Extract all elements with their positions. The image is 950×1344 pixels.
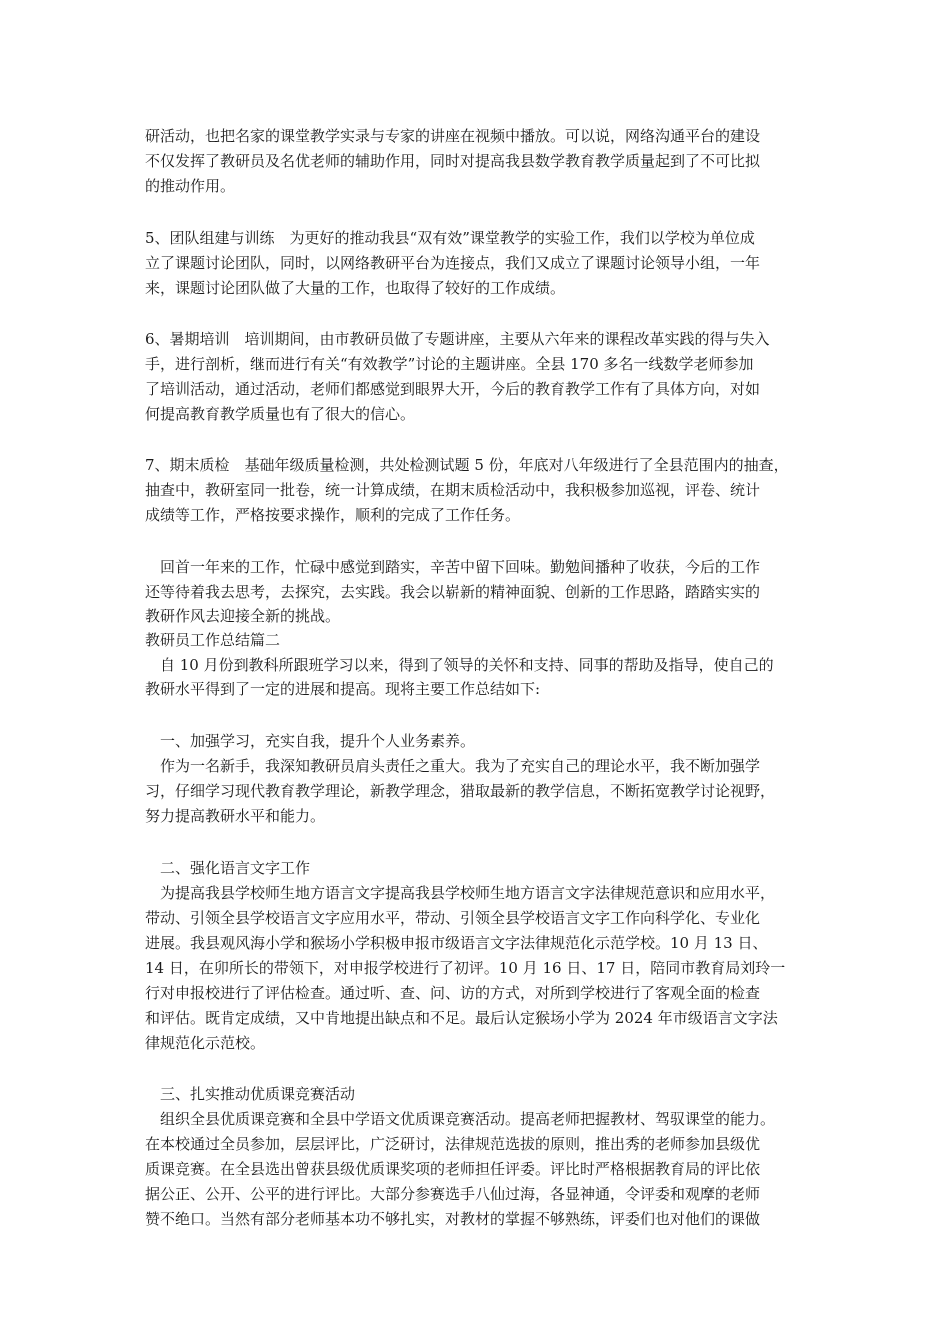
subheading: 一、加强学习，充实自我，提升个人业务素养。: [160, 732, 476, 750]
subheading: 三、扎实推动优质课竞赛活动: [160, 1085, 356, 1103]
text-line: 立了课题讨论团队，同时，以网络教研平台为连接点，我们又成立了课题讨论领导小组，一年: [145, 254, 761, 272]
text-line: 习，仔细学习现代教育教学理论，新教学理念，猎取最新的教学信息，不断拓宽教学讨论视野，: [145, 782, 776, 800]
text-line: 行对申报校进行了评估检查。通过听、查、问、访的方式，对所到学校进行了客观全面的检查: [145, 984, 761, 1002]
text-line: 教研水平得到了一定的进展和提高。现将主要工作总结如下:: [145, 680, 541, 698]
text-line: 何提高教育教学质量也有了很大的信心。: [145, 405, 416, 423]
text-line: 教研作风去迎接全新的挑战。: [145, 607, 341, 625]
text-line: 带动、引领全县学校语言文字应用水平，带动、引领全县学校语言文字工作向科学化、专业化: [145, 909, 761, 927]
text-line: 回首一年来的工作，忙碌中感觉到踏实，辛苦中留下回味。勤勉间播种了收获，今后的工作: [160, 558, 761, 576]
text-line: 14 日，在卯所长的带领下，对申报学校进行了初评。10 月 16 日、17 日，陪同市教育局刘玲一: [145, 959, 786, 977]
subheading: 二、强化语言文字工作: [160, 859, 311, 877]
text-line: 组织全县优质课竞赛和全县中学语文优质课竞赛活动。提高老师把握教材、驾驭课堂的能力。: [160, 1110, 776, 1128]
text-line: 了培训活动，通过活动，老师们都感觉到眼界大开，今后的教育教学工作有了具体方向，对如: [145, 380, 761, 398]
text-line: 抽查中，教研室同一批卷，统一计算成绩，在期末质检活动中，我积极参加巡视，评卷、统计: [145, 481, 761, 499]
text-line: 据公正、公开、公平的进行评比。大部分参赛选手八仙过海，各显神通，令评委和观摩的老师: [145, 1185, 761, 1203]
text-line: 的推动作用。: [145, 177, 236, 195]
text-line: 质课竞赛。在全县选出曾获县级优质课奖项的老师担任评委。评比时严格根据教育局的评比依: [145, 1160, 761, 1178]
text-line: 律规范化示范校。: [145, 1034, 266, 1052]
text-line: 赞不绝口。当然有部分老师基本功不够扎实，对教材的掌握不够熟练，评委们也对他们的课做: [145, 1210, 761, 1228]
text-line: 为提高我县学校师生地方语言文字提高我县学校师生地方语言文字法律规范意识和应用水平，: [160, 884, 776, 902]
text-line: 来，课题讨论团队做了大量的工作，也取得了较好的工作成绩。: [145, 279, 566, 297]
text-line: 5、团队组建与训练 为更好的推动我县“双有效”课堂教学的实验工作，我们以学校为单位成: [145, 229, 755, 247]
text-line: 7、期末质检 基础年级质量检测，共处检测试题 5 份，年底对八年级进行了全县范围内的抽查，: [145, 456, 789, 474]
text-line: 作为一名新手，我深知教研员肩头责任之重大。我为了充实自己的理论水平，我不断加强学: [160, 757, 761, 775]
section-title: 教研员工作总结篇二: [145, 631, 281, 649]
text-line: 自 10 月份到教科所跟班学习以来，得到了领导的关怀和支持、同事的帮助及指导，使自己的: [160, 656, 774, 674]
text-line: 还等待着我去思考，去探究，去实践。我会以崭新的精神面貌、创新的工作思路，踏踏实实的: [145, 583, 761, 601]
text-line: 研活动，也把名家的课堂教学实录与专家的讲座在视频中播放。可以说，网络沟通平台的建设: [145, 127, 761, 145]
text-line: 成绩等工作，严格按要求操作，顺利的完成了工作任务。: [145, 506, 521, 524]
text-line: 手，进行剖析，继而进行有关“有效教学”讨论的主题讲座。全县 170 多名一线数学老师参加: [145, 355, 754, 373]
text-line: 不仅发挥了教研员及名优老师的辅助作用，同时对提高我县数学教育教学质量起到了不可比拟: [145, 152, 761, 170]
text-line: 进展。我县观风海小学和猴场小学积极申报市级语言文字法律规范化示范学校。10 月 13 日、: [145, 934, 768, 952]
text-line: 努力提高教研水平和能力。: [145, 807, 326, 825]
text-line: 6、暑期培训 培训期间，由市教研员做了专题讲座，主要从六年来的课程改革实践的得与失入: [145, 330, 770, 348]
text-line: 在本校通过全员参加，层层评比，广泛研讨，法律规范选拔的原则，推出秀的老师参加县级优: [145, 1135, 761, 1153]
text-line: 和评估。既肯定成绩，又中肯地提出缺点和不足。最后认定猴场小学为 2024 年市级语言文字法: [145, 1009, 778, 1027]
